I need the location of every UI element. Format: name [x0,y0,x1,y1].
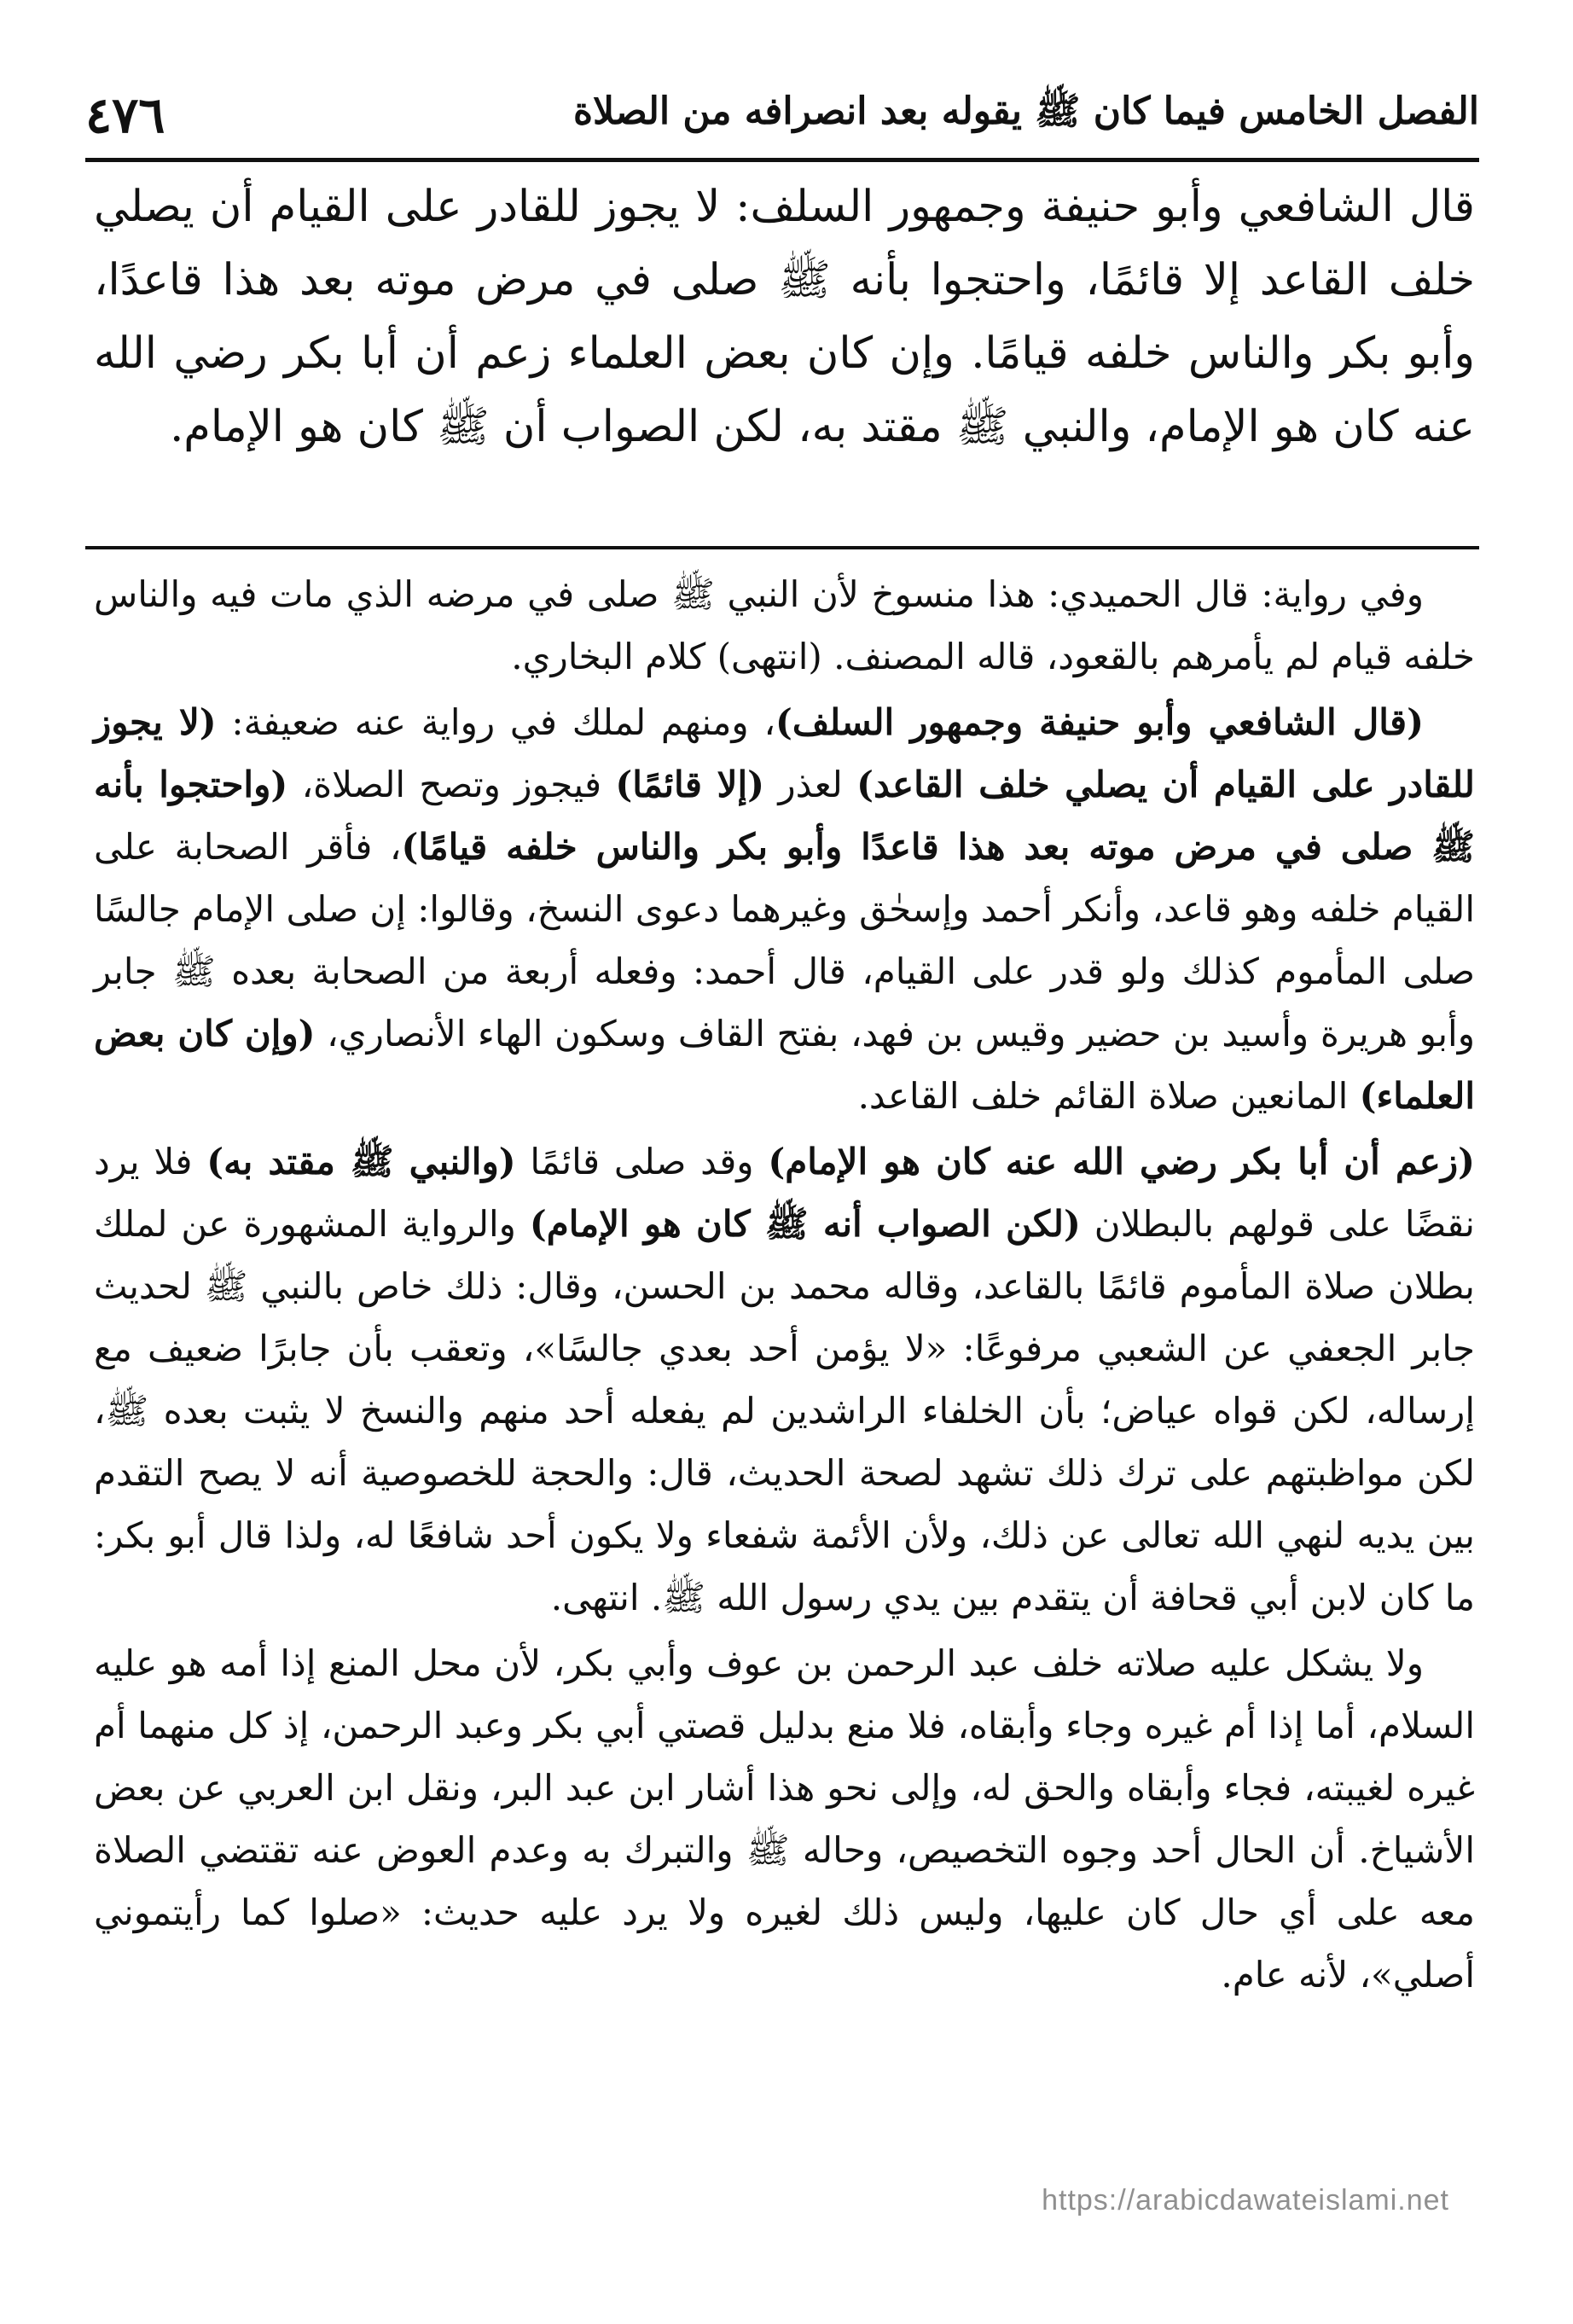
commentary-paragraph-1: وفي رواية: قال الحميدي: هذا منسوخ لأن النبي ﷺ صلى في مرضه الذي مات فيه والناس خلفه قيام لم يأمرهم بالقعود، قاله المصنف. (انتهى) كلام البخاري. [94,573,1475,677]
header-rule [85,158,1479,162]
quoted-phrase: (والنبي ﷺ مقتد به) [206,1141,516,1182]
commentary [94,563,1475,2006]
commentary-text: والرواية المشهورة عن لملك بطلان صلاة المأموم قائمًا بالقاعد، وقاله محمد بن الحسن، وقال: ذلك خاص بالنبي ﷺ لحديث جابر الجعفي عن الشعبي مرفوعًا: «لا يؤمن أحد بعدي جالسًا»، وتعقب بأن جابرًا ضعيف مع إرساله، لكن قواه عياض؛ بأن الخلفاء الراشدين لم يفعله أحد منهم والنسخ لا يثبت بعده ﷺ، لكن مواظبتهم على ترك ذلك تشهد لصحة الحديث، قال: والحجة للخصوصية أنه لا يصح التقدم بين يديه لنهي الله تعالى عن ذلك، ولأن الأئمة شفعاء ولا يكون أحد شافعًا له، ولذا قال أبو بكر: ما كان لابن أبي قحافة أن يتقدم بين يدي رسول الله ﷺ. انتهى. [94,1203,1476,1618]
running-head: الفصل الخامس فيما كان ﷺ يقوله بعد انصرافه من الصلاة [572,90,1479,133]
quoted-phrase: (لا يجوز للقادر على القيام أن يصلي خلف القاعد) [94,701,1475,805]
commentary-text: فيجوز وتصح الصلاة، [287,764,616,805]
quoted-phrase: (واحتجوا بأنه ﷺ صلى في مرض موته بعد هذا قاعدًا وأبو بكر والناس خلفه قيامًا) [94,764,1475,868]
commentary-text: لعذر [764,764,857,805]
page-number: ٤٧٦ [85,86,165,144]
commentary-text: المانعين صلاة القائم خلف القاعد. [857,1075,1360,1117]
main-text-body: قال الشافعي وأبو حنيفة وجمهور السلف: لا يجوز للقادر على القيام أن يصلي خلف القاعد إلا قائمًا، واحتجوا بأنه ﷺ صلى في مرض موته بعد هذا قاعدًا، وأبو بكر والناس خلفه قيامًا. وإن كان بعض العلماء زعم أن أبا بكر رضي الله عنه كان هو الإمام، والنبي ﷺ مقتد به، لكن الصواب أن ﷺ كان هو الإمام. [94,182,1475,452]
commentary-text: وقد صلى قائمًا [515,1141,769,1182]
commentary-text: فلا يرد نقضًا على قولهم بالبطلان [94,1141,1476,1245]
quoted-phrase: (زعم أن أبا بكر رضي الله عنه كان هو الإمام) [768,1141,1476,1182]
quoted-phrase: (لكن الصواب أنه ﷺ كان هو الإمام) [529,1203,1081,1245]
commentary-paragraph-3 [94,1130,1475,1629]
commentary-paragraph-2 [94,691,1475,1127]
commentary-paragraph-4: ولا يشكل عليه صلاته خلف عبد الرحمن بن عوف وأبي بكر، لأن محل المنع إذا أمه هو عليه السلام، أما إذا أم غيره وجاء وأبقاه، فلا منع بدليل قصتي أبي بكر وعبد الرحمن، إذ كل منهما أم غيره لغيبته، فجاء وأبقاه والحق له، وإلى نحو هذا أشار ابن عبد البر، ونقل ابن العربي عن بعض الأشياخ. أن الحال أحد وجوه التخصيص، وحاله ﷺ والتبرك به وعدم العوض عنه تقتضي الصلاة معه على أي حال كان عليها، وليس ذلك لغيره ولا يرد عليه حديث: «صلوا كما رأيتموني أصلي»، لأنه عام. [94,1642,1475,1996]
commentary-text: ، فأقر الصحابة على القيام خلفه وهو قاعد، وأنكر أحمد وإسحٰق وغيرهما دعوى النسخ، وقالوا: إن صلى الإمام جالسًا صلى المأموم كذلك ولو قدر على القيام، قال أحمد: وفعله أربعة من الصحابة بعده ﷺ جابر وأبو هريرة وأسيد بن حضير وقيس بن فهد، بفتح القاف وسكون الهاء الأنصاري، [94,826,1475,1055]
commentary-text: ، ومنهم لملك في رواية عنه ضعيفة: [216,701,776,743]
quoted-phrase: (قال الشافعي وأبو حنيفة وجمهور السلف) [775,701,1425,743]
quoted-phrase: (إلا قائمًا) [615,764,765,805]
quoted-phrase: (وإن كان بعض العلماء) [94,1013,1475,1117]
commentary-separator [85,546,1479,549]
watermark-url: https://arabicdawateislami.net [1042,2184,1449,2217]
page-header [85,81,1479,149]
main-text [94,171,1475,464]
